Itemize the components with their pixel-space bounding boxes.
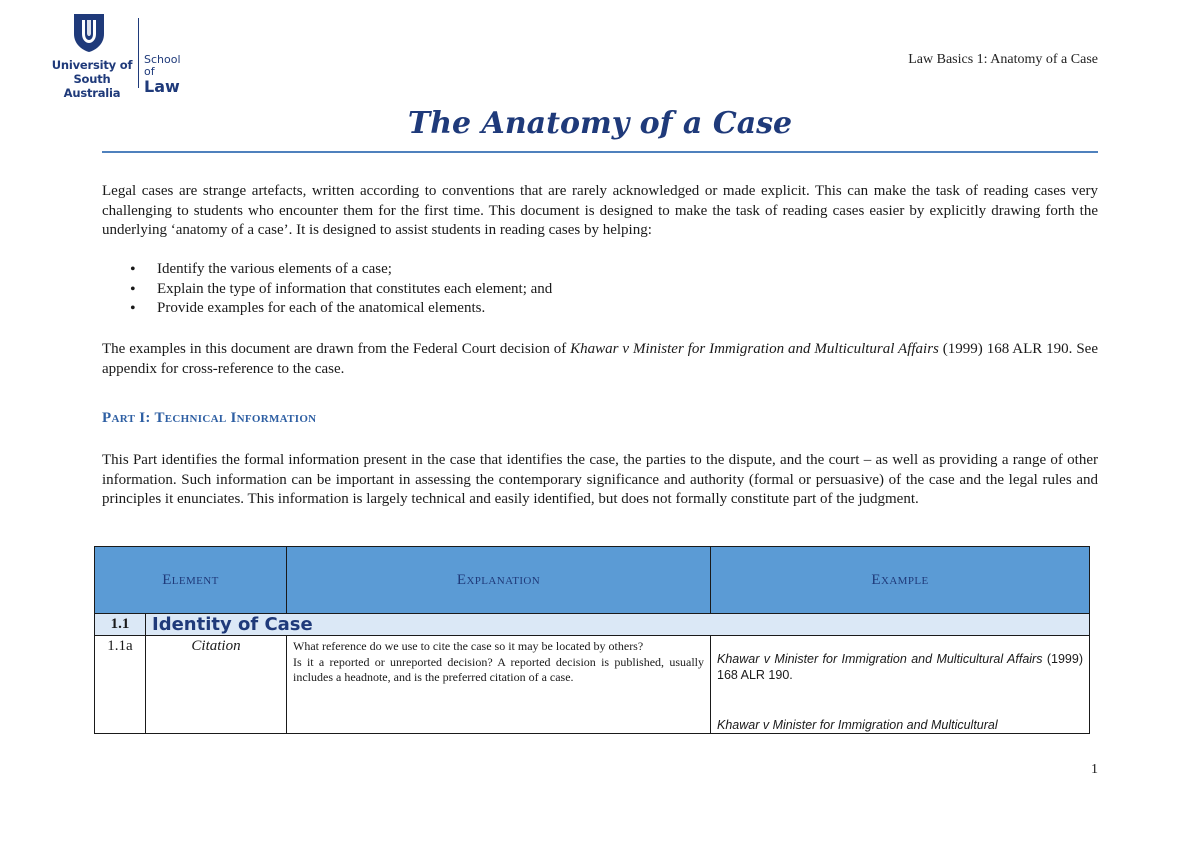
column-header-example: Example: [711, 547, 1090, 614]
table-row: [95, 636, 1090, 734]
row-explanation: What reference do we use to cite the case so it may be located by others? Is it a reported or unreported decision? A reported decision is published, usually includes a headnote, and is the preferred citation of a case.: [287, 636, 711, 734]
section-row: [95, 614, 1090, 636]
unisa-shield-icon: [72, 12, 106, 52]
list-item: • Provide examples for each of the anatomical elements.: [130, 299, 552, 319]
document-title: The Anatomy of a Case: [407, 106, 793, 141]
title-rule: [102, 151, 1098, 153]
university-logo: [50, 12, 190, 100]
row-example: Khawar v Minister for Immigration and Multicultural Affairs (1999) 168 ALR 190. Khawar v Minister for Immigration and Multicultural: [711, 636, 1090, 734]
column-header-explanation: Explanation: [287, 547, 711, 614]
part-description: This Part identifies the formal information present in the case that identifies the case, the parties to the dispute, and the court – as well as providing a range of other information. Such information can be important in assessing the contemporary significance and authority (formal or persuasive) of the case and the legal rules and principles it enunciates. This information is largely technical and easily identified, but does not formally constitute part of the judgment.: [102, 452, 1098, 507]
purpose-list: [130, 260, 552, 319]
page-number: 1: [1091, 762, 1098, 777]
section-title: Identity of Case: [146, 614, 1090, 636]
case-name: Khawar v Minister for Immigration and Multicultural Affairs: [570, 341, 939, 357]
column-header-element: Element: [95, 547, 287, 614]
university-name: University of South Australia: [51, 58, 133, 100]
list-item: • Identify the various elements of a case;: [130, 260, 552, 280]
row-element: Citation: [146, 636, 287, 734]
list-item: • Explain the type of information that constitutes each element; and: [130, 280, 552, 300]
anatomy-table: [94, 546, 1090, 734]
intro-paragraph: Legal cases are strange artefacts, written according to conventions that are rarely acknowledged or made explicit. This can make the task of reading cases very challenging to students who encounter them for the first time. This document is designed to make the task of reading cases easier by explicitly drawing forth the underlying ‘anatomy of a case’. It is designed to assist students in reading cases by helping:: [102, 183, 1098, 238]
school-name: School of Law: [144, 53, 181, 96]
examples-paragraph: The examples in this document are drawn from the Federal Court decision of Khawar v Minister for Immigration and Multicultural Affairs (1999) 168 ALR 190. See appendix for cross-reference to the case.: [102, 341, 1098, 377]
logo-divider: [138, 18, 139, 88]
row-number: 1.1a: [95, 636, 146, 734]
table-header-row: [95, 547, 1090, 614]
section-number: 1.1: [95, 614, 146, 636]
running-header: Law Basics 1: Anatomy of a Case: [908, 52, 1098, 67]
part-heading: Part I: Technical Information: [102, 410, 317, 426]
